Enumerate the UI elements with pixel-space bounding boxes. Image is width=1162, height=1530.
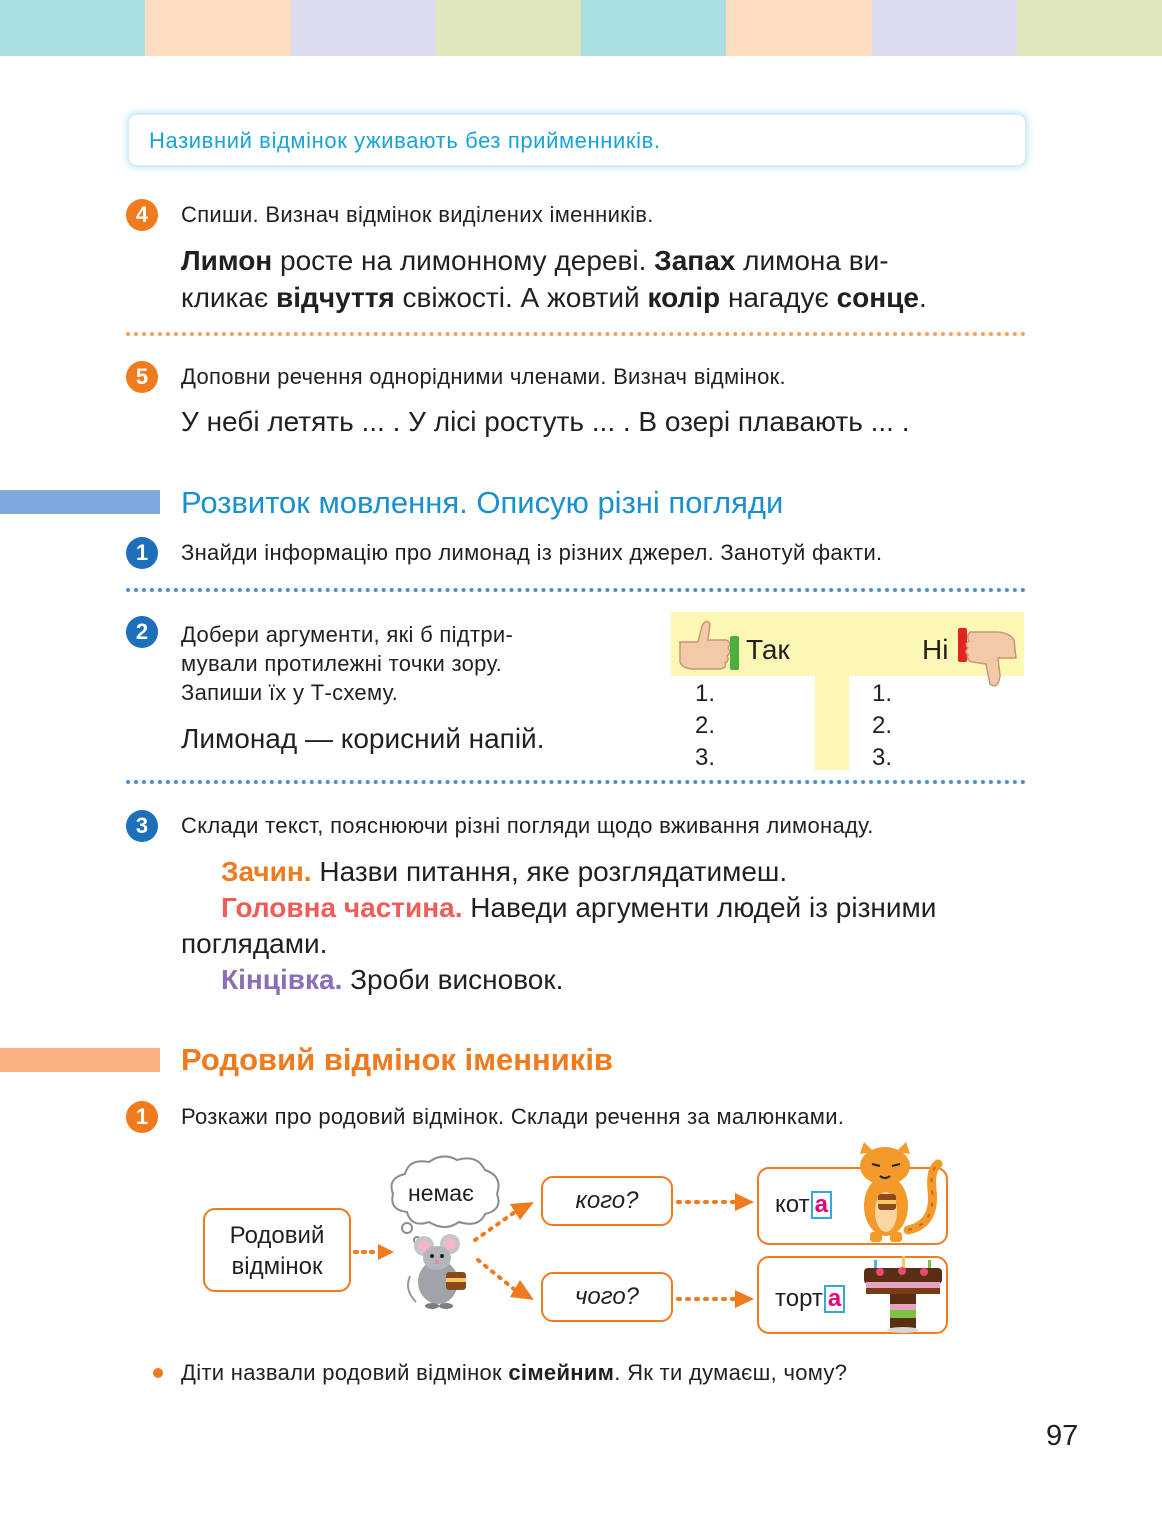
text-fragment: нагадує <box>720 282 837 313</box>
task5-sentence: У небі летять ... . У лісі ростуть ... . В озері плавають ... . <box>181 406 910 437</box>
text-fragment: Наведи аргументи людей із різними <box>462 892 937 923</box>
task-number-badge: 4 <box>126 199 158 231</box>
text-fragment: Діти назвали родовий відмінок <box>181 1360 509 1385</box>
text-fragment: свіжості. А жовтий <box>394 282 648 313</box>
text-fragment: . <box>918 282 927 313</box>
page-number: 97 <box>1046 1420 1079 1452</box>
word-cat <box>775 1191 832 1219</box>
case-name-line: відмінок <box>231 1253 323 1280</box>
task-number-badge: 3 <box>126 810 158 842</box>
highlighted-word: сімейним <box>508 1360 615 1385</box>
question-what-box: чого? <box>541 1272 673 1322</box>
word-stem: кот <box>775 1191 810 1218</box>
kintsivka-label: Кінцівка. <box>221 964 343 995</box>
instruction-line: Запиши їх у Т-схему. <box>181 680 399 705</box>
task4-instruction: Спиши. Визнач відмінок виділених іменників. <box>181 202 654 227</box>
s1-task1-text: Знайди інформацію про лимонад із різних джерел. Занотуй факти. <box>181 540 883 565</box>
text-fragment: росте на лимонному дереві. <box>272 245 655 276</box>
list-item: 3. <box>872 744 893 771</box>
bullet-point <box>153 1368 163 1378</box>
bullet-question <box>181 1360 847 1386</box>
text-fragment: Зроби висновок. <box>342 964 564 995</box>
task-number-badge: 1 <box>126 537 158 569</box>
word-ending: а <box>811 1191 832 1219</box>
s1-task2-statement: Лимонад — корисний напій. <box>181 723 545 754</box>
cake-icon <box>862 1252 944 1334</box>
section-title: Родовий відмінок іменників <box>181 1042 613 1077</box>
instruction-line: Добери аргументи, які б підтри- <box>181 622 514 647</box>
text-fragment: . Як ти думаєш, чому? <box>614 1360 848 1385</box>
text-fragment: кликає <box>181 282 277 313</box>
list-item: 3. <box>695 744 716 771</box>
text-fragment: Назви питання, яке розглядатимеш. <box>311 856 788 887</box>
rule-text: Називний відмінок уживають без прийменників. <box>149 128 661 153</box>
text-fragment: лимона ви- <box>735 245 889 276</box>
highlighted-noun: колір <box>647 282 721 313</box>
zachyn-label: Зачин. <box>221 856 312 887</box>
question-who-box: кого? <box>541 1176 673 1226</box>
task-number-badge: 5 <box>126 361 158 393</box>
word-cake <box>775 1285 845 1313</box>
task5-instruction: Доповни речення однорідними членами. Визнач відмінок. <box>181 364 786 389</box>
cat-icon <box>848 1140 944 1244</box>
list-item: 1. <box>695 680 716 707</box>
highlighted-noun: відчуття <box>276 282 395 313</box>
list-item: 2. <box>695 712 716 739</box>
s1-task3-text: Склади текст, пояснюючи різні погляди щодо вживання лимонаду. <box>181 813 874 838</box>
highlighted-noun: сонце <box>836 282 919 313</box>
holovna-label: Головна частина. <box>221 892 463 923</box>
list-item: 1. <box>872 680 893 707</box>
word-ending: а <box>824 1285 845 1313</box>
t-scheme-no-label: Ні <box>922 634 949 665</box>
mouse-icon <box>402 1232 478 1310</box>
cloud-text: немає <box>408 1180 474 1206</box>
task-number-badge: 2 <box>126 616 158 648</box>
list-item: 2. <box>872 712 893 739</box>
holovna-line-cont: поглядами. <box>181 928 328 959</box>
highlighted-noun: Лимон <box>181 245 273 276</box>
genitive-case-box <box>203 1208 351 1292</box>
section-title: Розвиток мовлення. Описую різні погляди <box>181 485 784 520</box>
t-scheme-yes-label: Так <box>746 634 790 665</box>
highlighted-noun: Запах <box>654 245 736 276</box>
case-name-line: Родовий <box>229 1222 325 1249</box>
instruction-line: мували протилежні точки зору. <box>181 651 502 676</box>
word-stem: торт <box>775 1285 823 1312</box>
s2-task1-text: Розкажи про родовий відмінок. Склади речення за малюнками. <box>181 1104 845 1129</box>
task-number-badge: 1 <box>126 1101 158 1133</box>
